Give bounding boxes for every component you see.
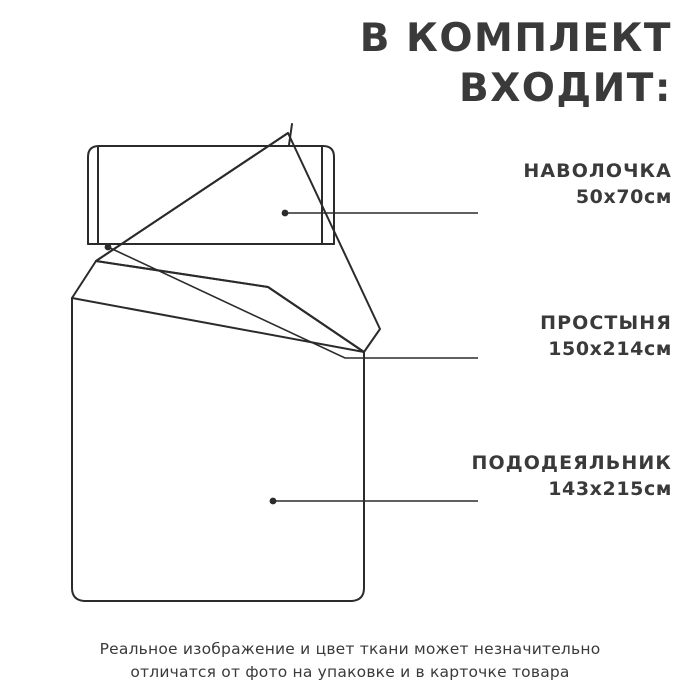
callout-sheet-size: 150х214см [548,338,672,360]
page-title-line-2: ВХОДИТ: [458,65,672,111]
disclaimer [0,638,700,685]
callout-duvet-size: 143х215см [548,478,672,500]
disclaimer-line-1: Реальное изображение и цвет ткани может незначительно [99,639,601,658]
sheet-outline [96,133,380,352]
callout-pillow [523,160,672,208]
leader-line-pillow [282,210,478,217]
callout-duvet [472,452,672,500]
leader-line-sheet [105,244,478,358]
callout-sheet-name: ПРОСТЫНЯ [540,312,672,334]
leader-line-duvet [270,498,478,505]
callout-pillow-name: НАВОЛОЧКА [523,160,672,182]
callout-duvet-name: ПОДОДЕЯЛЬНИК [471,452,672,474]
page-title-line-1: В КОМПЛЕКТ [359,16,672,61]
callout-pillow-size: 50х70см [575,186,672,208]
duvet-outline [72,261,364,601]
callout-sheet [540,312,672,360]
disclaimer-line-2: отличатся от фото на упаковке и в карточке товара [130,662,570,681]
